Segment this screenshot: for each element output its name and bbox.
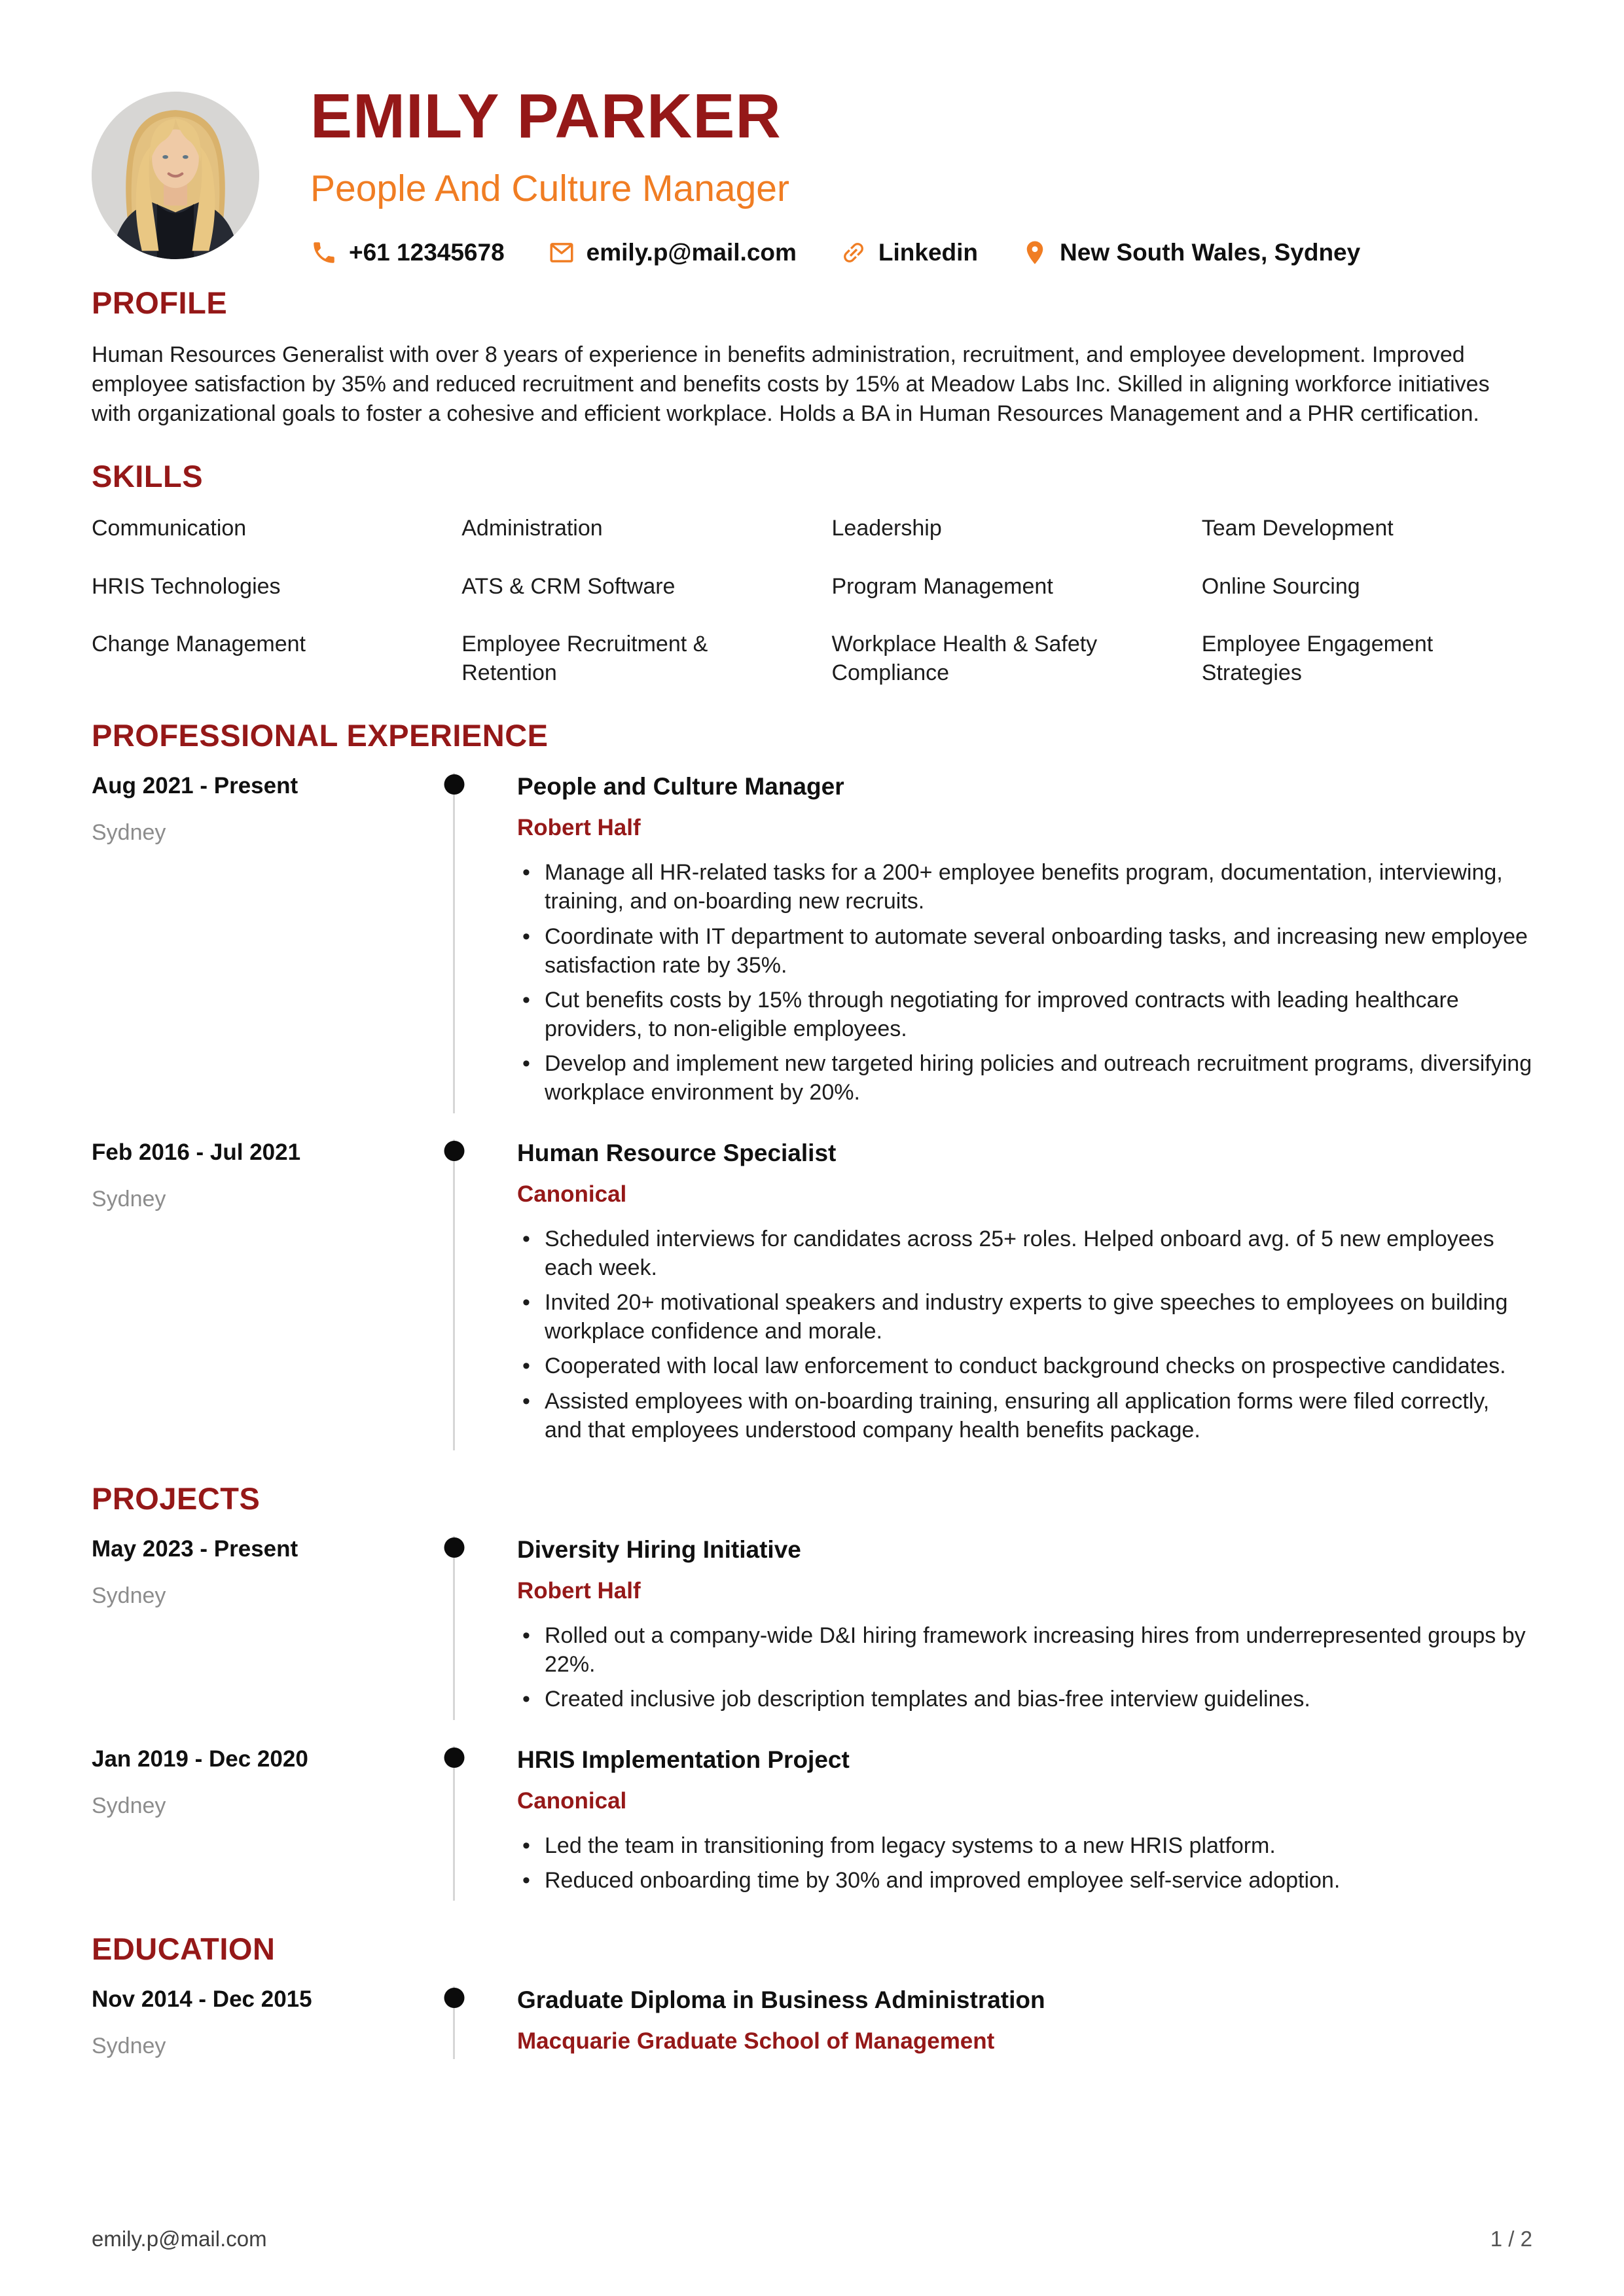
entry-content bbox=[455, 1746, 1532, 1901]
entry-date-column bbox=[92, 1986, 453, 2059]
entry-content bbox=[455, 1536, 1532, 1720]
header-text bbox=[310, 81, 1361, 266]
entry-dates: May 2023 - Present bbox=[92, 1535, 298, 1562]
entry-bullet-list bbox=[517, 1831, 1532, 1895]
entry-bullet-list bbox=[517, 1225, 1532, 1444]
project-entry bbox=[92, 1536, 1532, 1720]
experience-entry bbox=[92, 773, 1532, 1113]
skill-item: HRIS Technologies bbox=[92, 573, 281, 599]
profile-photo bbox=[92, 92, 259, 259]
skill-item: Leadership bbox=[831, 516, 942, 541]
location-icon bbox=[1021, 239, 1049, 266]
entry-dates: Feb 2016 - Jul 2021 bbox=[92, 1139, 301, 1165]
footer-email: emily.p@mail.com bbox=[92, 2227, 267, 2251]
section-profile bbox=[92, 285, 1532, 429]
phone-icon bbox=[310, 239, 338, 266]
entry-bullet: • Cut benefits costs by 15% through negotiating for improved contracts with leading healthcare providers, to non-eligible employees. bbox=[517, 986, 1532, 1043]
entry-company: Canonical bbox=[517, 1787, 627, 1814]
entry-content bbox=[455, 1986, 1532, 2059]
education-entry bbox=[92, 1986, 1532, 2059]
section-experience bbox=[92, 717, 1532, 1450]
skills-grid bbox=[92, 514, 1532, 687]
entry-bullet: • Scheduled interviews for candidates across 25+ roles. Helped onboard avg. of 5 new employees each week. bbox=[517, 1225, 1532, 1282]
skill-item: Program Management bbox=[831, 573, 1053, 599]
person-job-title: People And Culture Manager bbox=[310, 167, 789, 209]
education-entries bbox=[92, 1986, 1532, 2059]
contact-label: emily.p@mail.com bbox=[586, 238, 797, 266]
entry-company: Macquarie Graduate School of Management bbox=[517, 2028, 995, 2054]
profile-photo-illustration bbox=[92, 92, 259, 259]
skills-heading: SKILLS bbox=[92, 459, 204, 494]
header bbox=[92, 81, 1532, 266]
entry-location: Sydney bbox=[92, 1583, 166, 1608]
project-entry bbox=[92, 1746, 1532, 1901]
skill-item: Administration bbox=[461, 516, 603, 541]
entry-bullet: • Led the team in transitioning from legacy systems to a new HRIS platform. bbox=[517, 1831, 1532, 1860]
skill-item: Change Management bbox=[92, 631, 306, 656]
projects-entries bbox=[92, 1536, 1532, 1901]
contact-label: +61 12345678 bbox=[349, 238, 505, 266]
entry-date-column bbox=[92, 1536, 453, 1720]
entry-date-column bbox=[92, 773, 453, 1113]
timeline-marker bbox=[453, 773, 455, 1113]
profile-text: Human Resources Generalist with over 8 years of experience in benefits administration, recruitment, and employee development. Improved employee satisfaction by 35% and reduced recruitment and benefits costs by 15% at Meadow Labs Inc. Skilled in aligning workforce initiatives with organizational goals to foster a cohesive and efficient workplace. Holds a BA in Human Resources Management and a PHR certification. bbox=[92, 342, 1490, 426]
entry-bullet: • Coordinate with IT department to automate several onboarding tasks, and increasing new employee satisfaction rate by 35%. bbox=[517, 922, 1532, 980]
contact-row bbox=[310, 239, 1360, 266]
entry-title: Graduate Diploma in Business Administration bbox=[517, 1986, 1045, 2013]
entry-bullet-list bbox=[517, 1621, 1532, 1714]
skill-item: Workplace Health & Safety Compliance bbox=[831, 631, 1098, 685]
experience-heading: PROFESSIONAL EXPERIENCE bbox=[92, 718, 549, 753]
contact-item-mail[interactable] bbox=[548, 239, 797, 266]
entry-bullet: • Assisted employees with on-boarding training, ensuring all application forms were filed correctly, and that employees understood company health benefits package. bbox=[517, 1387, 1532, 1444]
entry-bullet: • Manage all HR-related tasks for a 200+ employee benefits program, documentation, interviewing, training, and on-boarding new recruits. bbox=[517, 858, 1532, 916]
experience-entries bbox=[92, 773, 1532, 1450]
contact-label: New South Wales, Sydney bbox=[1060, 238, 1361, 266]
entry-bullet: • Invited 20+ motivational speakers and industry experts to give speeches to employees on building workplace confidence and morale. bbox=[517, 1288, 1532, 1346]
contact-item-location[interactable] bbox=[1021, 239, 1360, 266]
entry-bullet: • Created inclusive job description templates and bias-free interview guidelines. bbox=[517, 1685, 1532, 1713]
skill-item: ATS & CRM Software bbox=[461, 573, 676, 599]
projects-heading: PROJECTS bbox=[92, 1480, 261, 1516]
timeline-marker bbox=[453, 1139, 455, 1450]
timeline-marker bbox=[453, 1986, 455, 2059]
contact-label: Linkedin bbox=[878, 238, 979, 266]
section-education bbox=[92, 1931, 1532, 2059]
entry-title: HRIS Implementation Project bbox=[517, 1746, 850, 1773]
entry-content bbox=[455, 1139, 1532, 1450]
skill-item: Online Sourcing bbox=[1201, 573, 1360, 599]
entry-content bbox=[455, 773, 1532, 1113]
footer-page-number: 1 / 2 bbox=[1490, 2227, 1532, 2251]
link-icon bbox=[840, 239, 867, 266]
entry-title: Diversity Hiring Initiative bbox=[517, 1535, 801, 1563]
entry-location: Sydney bbox=[92, 1186, 166, 1211]
entry-date-column bbox=[92, 1139, 453, 1450]
entry-dates: Jan 2019 - Dec 2020 bbox=[92, 1746, 308, 1772]
entry-date-column bbox=[92, 1746, 453, 1901]
entry-company: Robert Half bbox=[517, 815, 641, 841]
skill-item: Communication bbox=[92, 516, 247, 541]
entry-location: Sydney bbox=[92, 820, 166, 846]
person-name: EMILY PARKER bbox=[310, 81, 782, 151]
entry-bullet: • Rolled out a company-wide D&I hiring framework increasing hires from underrepresented groups by 22%. bbox=[517, 1621, 1532, 1679]
education-heading: EDUCATION bbox=[92, 1931, 276, 1966]
entry-title: Human Resource Specialist bbox=[517, 1139, 837, 1166]
experience-entry bbox=[92, 1139, 1532, 1450]
profile-heading: PROFILE bbox=[92, 285, 228, 320]
entry-dates: Nov 2014 - Dec 2015 bbox=[92, 1986, 312, 2012]
skill-item: Employee Engagement Strategies bbox=[1201, 631, 1434, 685]
timeline-marker bbox=[453, 1746, 455, 1901]
entry-dates: Aug 2021 - Present bbox=[92, 773, 298, 799]
entry-bullet: • Cooperated with local law enforcement to conduct background checks on prospective candidates. bbox=[517, 1352, 1532, 1380]
entry-location: Sydney bbox=[92, 1793, 166, 1818]
entry-company: Canonical bbox=[517, 1181, 627, 1207]
skill-item: Employee Recruitment & Retention bbox=[461, 631, 708, 685]
footer bbox=[92, 2227, 1532, 2251]
entry-bullet-list bbox=[517, 858, 1532, 1107]
entry-location: Sydney bbox=[92, 2033, 166, 2058]
mail-icon bbox=[548, 239, 575, 266]
entry-bullet: • Reduced onboarding time by 30% and improved employee self-service adoption. bbox=[517, 1866, 1532, 1895]
entry-title: People and Culture Manager bbox=[517, 773, 844, 800]
entry-company: Robert Half bbox=[517, 1577, 641, 1604]
entry-bullet: • Develop and implement new targeted hiring policies and outreach recruitment programs, diversifying workplace environment by 20%. bbox=[517, 1049, 1532, 1107]
skill-item: Team Development bbox=[1201, 516, 1394, 541]
section-skills bbox=[92, 458, 1532, 687]
contact-item-link[interactable] bbox=[840, 239, 978, 266]
timeline-marker bbox=[453, 1536, 455, 1720]
section-projects bbox=[92, 1480, 1532, 1901]
contact-item-phone[interactable] bbox=[310, 239, 505, 266]
